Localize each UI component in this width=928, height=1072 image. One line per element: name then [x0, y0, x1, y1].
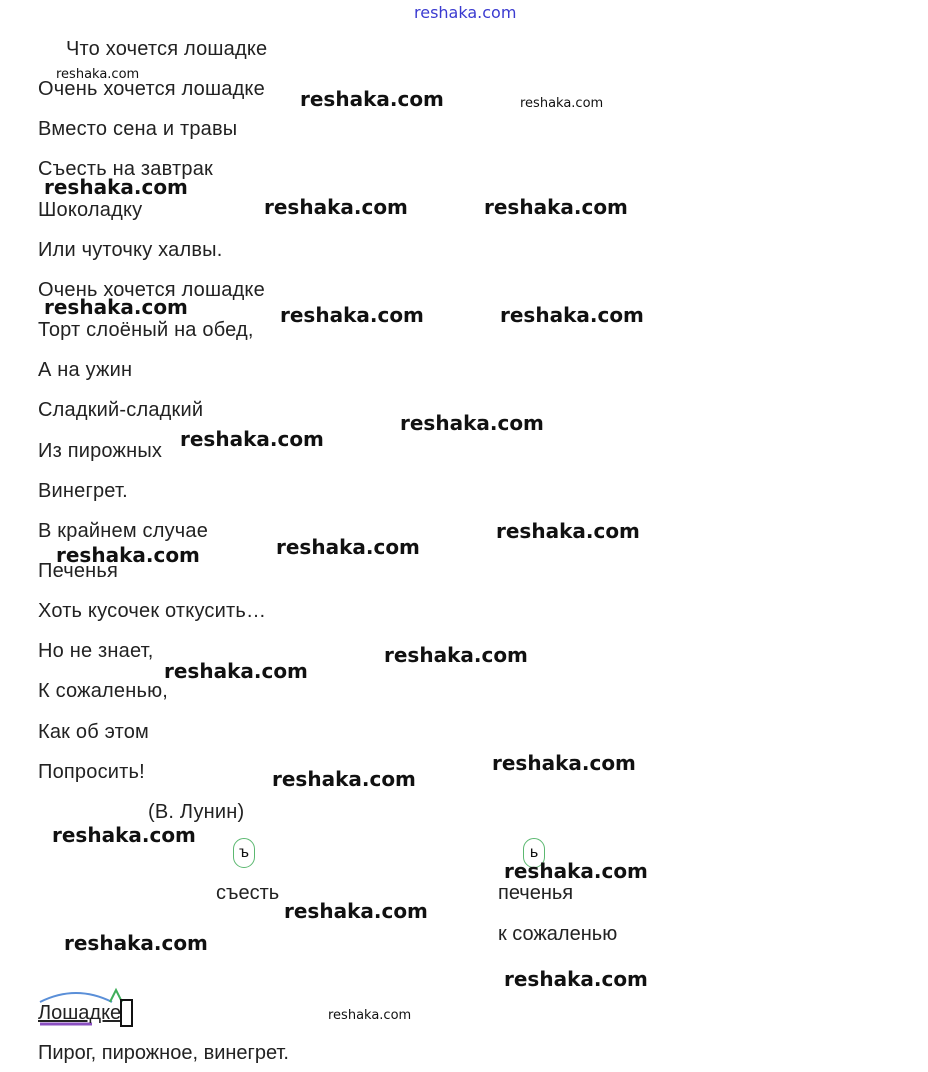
watermark: reshaka.com	[496, 519, 640, 543]
root-arc	[40, 993, 112, 1002]
ending-box	[120, 999, 133, 1027]
poem-line: Вместо сена и травы	[38, 118, 238, 140]
poem-line: Съесть на завтрак	[38, 158, 213, 180]
parsed-word: Лошадке	[38, 1002, 122, 1024]
watermark: reshaka.com	[56, 543, 200, 567]
watermark: reshaka.com	[400, 411, 544, 435]
hard-sign-word: съесть	[216, 882, 280, 904]
watermark: reshaka.com	[492, 751, 636, 775]
poem-line: В крайнем случае	[38, 520, 209, 542]
watermark: reshaka.com	[300, 87, 444, 111]
watermark: reshaka.com	[504, 967, 648, 991]
poem-line: Печенья	[38, 560, 119, 582]
watermark: reshaka.com	[56, 67, 140, 82]
watermark: reshaka.com	[52, 823, 196, 847]
poem-line: Хоть кусочек откусить…	[38, 600, 267, 622]
poem-line: Но не знает,	[38, 640, 154, 662]
poem-line: Или чуточку халвы.	[38, 239, 223, 261]
watermark: reshaka.com	[44, 175, 188, 199]
watermark: reshaka.com	[280, 303, 424, 327]
soft-sign-bubble: ь	[523, 838, 545, 868]
watermark: reshaka.com	[264, 195, 408, 219]
poem-title: Что хочется лошадке	[66, 38, 268, 60]
watermark: reshaka.com	[272, 767, 416, 791]
watermark: reshaka.com	[284, 899, 428, 923]
watermark: reshaka.com	[276, 535, 420, 559]
poem-line: Винегрет.	[38, 480, 128, 502]
watermark: reshaka.com	[520, 96, 604, 111]
poem-line: А на ужин	[38, 359, 133, 381]
watermark: reshaka.com	[64, 931, 208, 955]
poem-line: Торт слоёный на обед,	[38, 319, 254, 341]
poem-line: Очень хочется лошадке	[38, 279, 265, 301]
watermark: reshaka.com	[504, 859, 648, 883]
watermark: reshaka.com	[484, 195, 628, 219]
poem-line: Попросить!	[38, 761, 145, 783]
poem-line: Из пирожных	[38, 440, 163, 462]
poem-line: Очень хочется лошадке	[38, 78, 265, 100]
watermark: reshaka.com	[180, 427, 324, 451]
answer-line: Пирог, пирожное, винегрет.	[38, 1042, 289, 1064]
top-watermark: reshaka.com	[414, 3, 517, 22]
poem-line: К сожаленью,	[38, 680, 169, 702]
soft-sign-word: печенья	[498, 882, 574, 904]
watermark: reshaka.com	[384, 643, 528, 667]
poem-line: Шоколадку	[38, 199, 143, 221]
poem-author: (В. Лунин)	[148, 801, 245, 823]
poem-line: Сладкий-сладкий	[38, 399, 204, 421]
watermark: reshaka.com	[500, 303, 644, 327]
poem-line: Как об этом	[38, 721, 149, 743]
soft-sign-word: к сожаленью	[498, 923, 618, 945]
hard-sign-bubble: ъ	[233, 838, 255, 868]
watermark: reshaka.com	[44, 295, 188, 319]
watermark: reshaka.com	[164, 659, 308, 683]
watermark: reshaka.com	[328, 1008, 412, 1023]
